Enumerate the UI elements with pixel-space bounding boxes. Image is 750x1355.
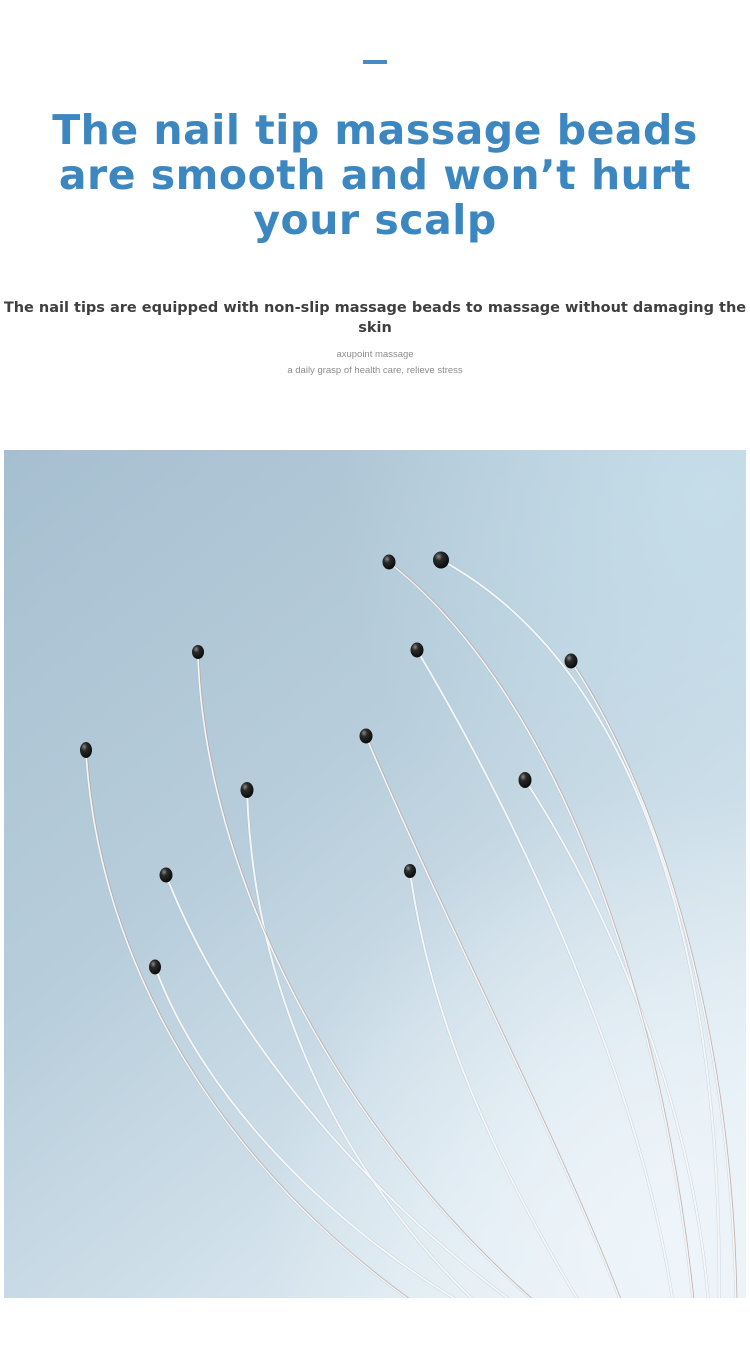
product-photo	[4, 450, 746, 1298]
subtitle: The nail tips are equipped with non-slip massage beads to massage without damaging the skin	[3, 300, 747, 336]
title-line-3: your scalp	[253, 196, 497, 244]
massager-illustration	[4, 450, 746, 1298]
tagline-secondary: a daily grasp of health care, relieve stress	[287, 365, 463, 376]
title-line-1: The nail tip massage beads	[52, 106, 698, 154]
page-title	[0, 108, 750, 243]
accent-divider	[363, 60, 387, 64]
tagline-primary: axupoint massage	[336, 349, 414, 360]
title-line-2: are smooth and won’t hurt	[58, 151, 692, 199]
